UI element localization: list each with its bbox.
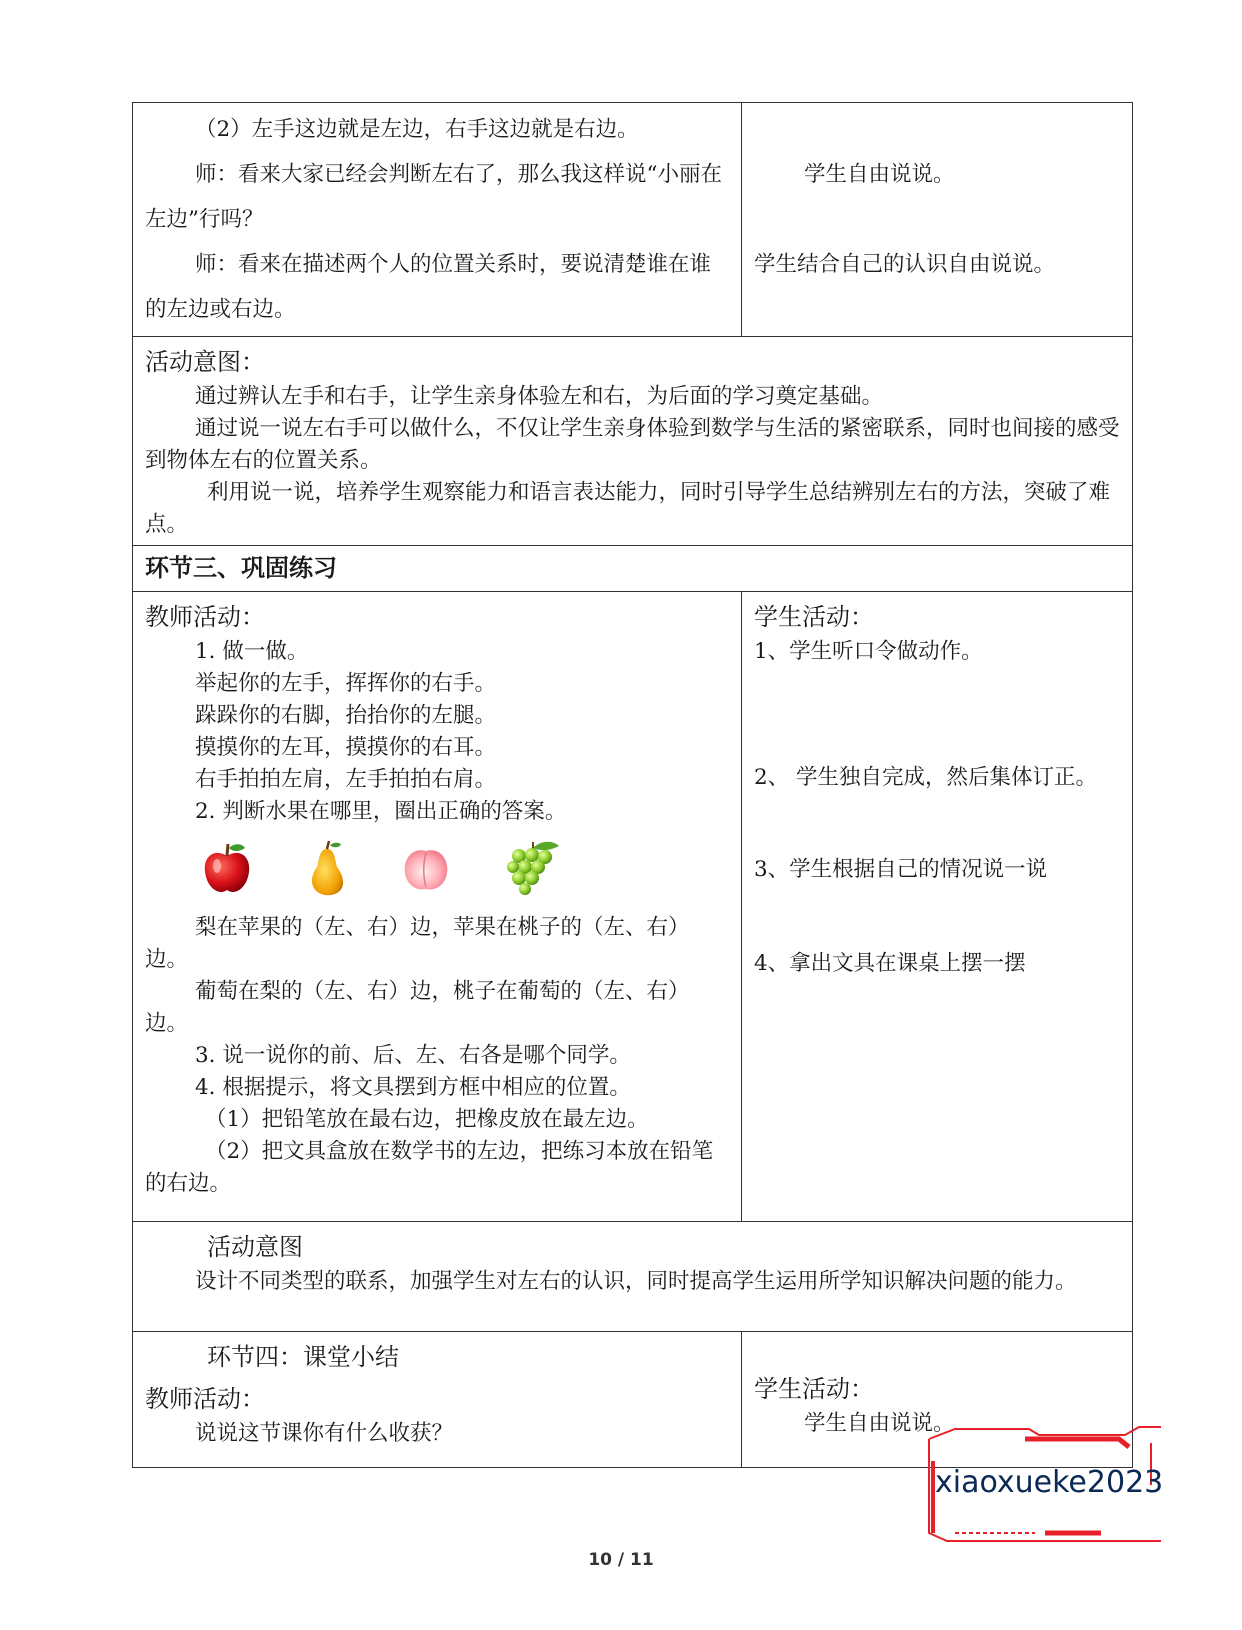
section3-student-cell — [742, 592, 1133, 1222]
teacher-line: 2. 判断水果在哪里，圈出正确的答案。 — [195, 799, 567, 824]
pear-icon — [305, 839, 349, 897]
teacher-line: （2）把文具盒放在数学书的左边，把练习本放在铅笔的右边。 — [145, 1139, 714, 1196]
section1-teacher-cell — [133, 103, 742, 337]
section4-teacher-cell — [133, 1332, 742, 1468]
student-line: 学生自由说说。 — [804, 162, 955, 187]
page-number: 10 / 11 — [588, 1550, 654, 1570]
intent1-cell — [133, 337, 1133, 546]
teacher-line: 跺跺你的右脚，抬抬你的左腿。 — [195, 703, 497, 728]
section3-title: 环节三、巩固练习 — [145, 553, 337, 582]
student-activity-title: 学生活动： — [754, 603, 874, 631]
teacher-activity-title: 教师活动： — [145, 603, 265, 631]
section4-teacher-text: 说说这节课你有什么收获？ — [195, 1421, 454, 1446]
student-line: 1、学生听口令做动作。 — [754, 639, 983, 664]
student-line: 2、 学生独自完成，然后集体订正。 — [754, 765, 1098, 790]
grapes-icon — [503, 838, 563, 898]
section3-title-cell — [133, 546, 1133, 592]
teacher-line: 举起你的左手，挥挥你的右手。 — [195, 671, 497, 696]
watermark-text: xiaoxueke2023 — [935, 1465, 1164, 1500]
intent2-title: 活动意图 — [207, 1233, 303, 1261]
teacher-line: 4. 根据提示，将文具摆到方框中相应的位置。 — [195, 1075, 631, 1100]
peach-icon — [401, 843, 451, 893]
intent1-title: 活动意图： — [145, 348, 265, 376]
teacher-line: 师：看来大家已经会判断左右了，那么我这样说“小丽在左边”行吗？ — [145, 162, 722, 232]
intent2-cell — [133, 1222, 1133, 1332]
teacher-line: 梨在苹果的（左、右）边，苹果在桃子的（左、右）边。 — [145, 915, 690, 972]
student-activity-title: 学生活动： — [754, 1375, 874, 1403]
teacher-line: （2）左手这边就是左边，右手这边就是右边。 — [195, 117, 639, 142]
section4-student-text: 学生自由说说。 — [804, 1411, 955, 1436]
section1-row — [133, 103, 1133, 337]
fruit-row — [145, 832, 729, 904]
intent1-line: 利用说一说，培养学生观察能力和语言表达能力，同时引导学生总结辨别左右的方法，突破了难点。 — [145, 480, 1111, 537]
teacher-line: 师：看来在描述两个人的位置关系时，要说清楚谁在谁的左边或右边。 — [145, 252, 712, 322]
teacher-line: 摸摸你的左耳，摸摸你的右耳。 — [195, 735, 497, 760]
section3-teacher-cell — [133, 592, 742, 1222]
intent2-text: 设计不同类型的联系，加强学生对左右的认识，同时提高学生运用所学知识解决问题的能力。 — [195, 1269, 1077, 1294]
intent1-line: 通过辨认左手和右手，让学生亲身体验左和右，为后面的学习奠定基础。 — [195, 384, 884, 409]
section1-student-cell — [742, 103, 1133, 337]
intent2-row — [133, 1222, 1133, 1332]
teacher-activity-title: 教师活动： — [145, 1385, 265, 1413]
student-line: 4、拿出文具在课桌上摆一摆 — [754, 951, 1026, 976]
teacher-line: 1. 做一做。 — [195, 639, 309, 664]
teacher-line: 右手拍拍左肩，左手拍拍右肩。 — [195, 767, 497, 792]
lesson-plan-table — [132, 102, 1133, 1468]
apple-icon — [201, 840, 253, 896]
teacher-line: （1）把铅笔放在最右边，把橡皮放在最左边。 — [205, 1107, 649, 1132]
section3-title-row — [133, 546, 1133, 592]
section3-row — [133, 592, 1133, 1222]
section4-title: 环节四：课堂小结 — [207, 1343, 399, 1371]
teacher-line: 3. 说一说你的前、后、左、右各是哪个同学。 — [195, 1043, 631, 1068]
teacher-line: 葡萄在梨的（左、右）边，桃子在葡萄的（左、右）边。 — [145, 979, 690, 1036]
intent1-row — [133, 337, 1133, 546]
watermark — [925, 1425, 1164, 1545]
student-line: 3、学生根据自己的情况说一说 — [754, 857, 1048, 882]
student-line: 学生结合自己的认识自由说说。 — [754, 252, 1056, 277]
intent1-line: 通过说一说左右手可以做什么，不仅让学生亲身体验到数学与生活的紧密联系，同时也间接的感受到物体左右的位置关系。 — [145, 416, 1120, 473]
